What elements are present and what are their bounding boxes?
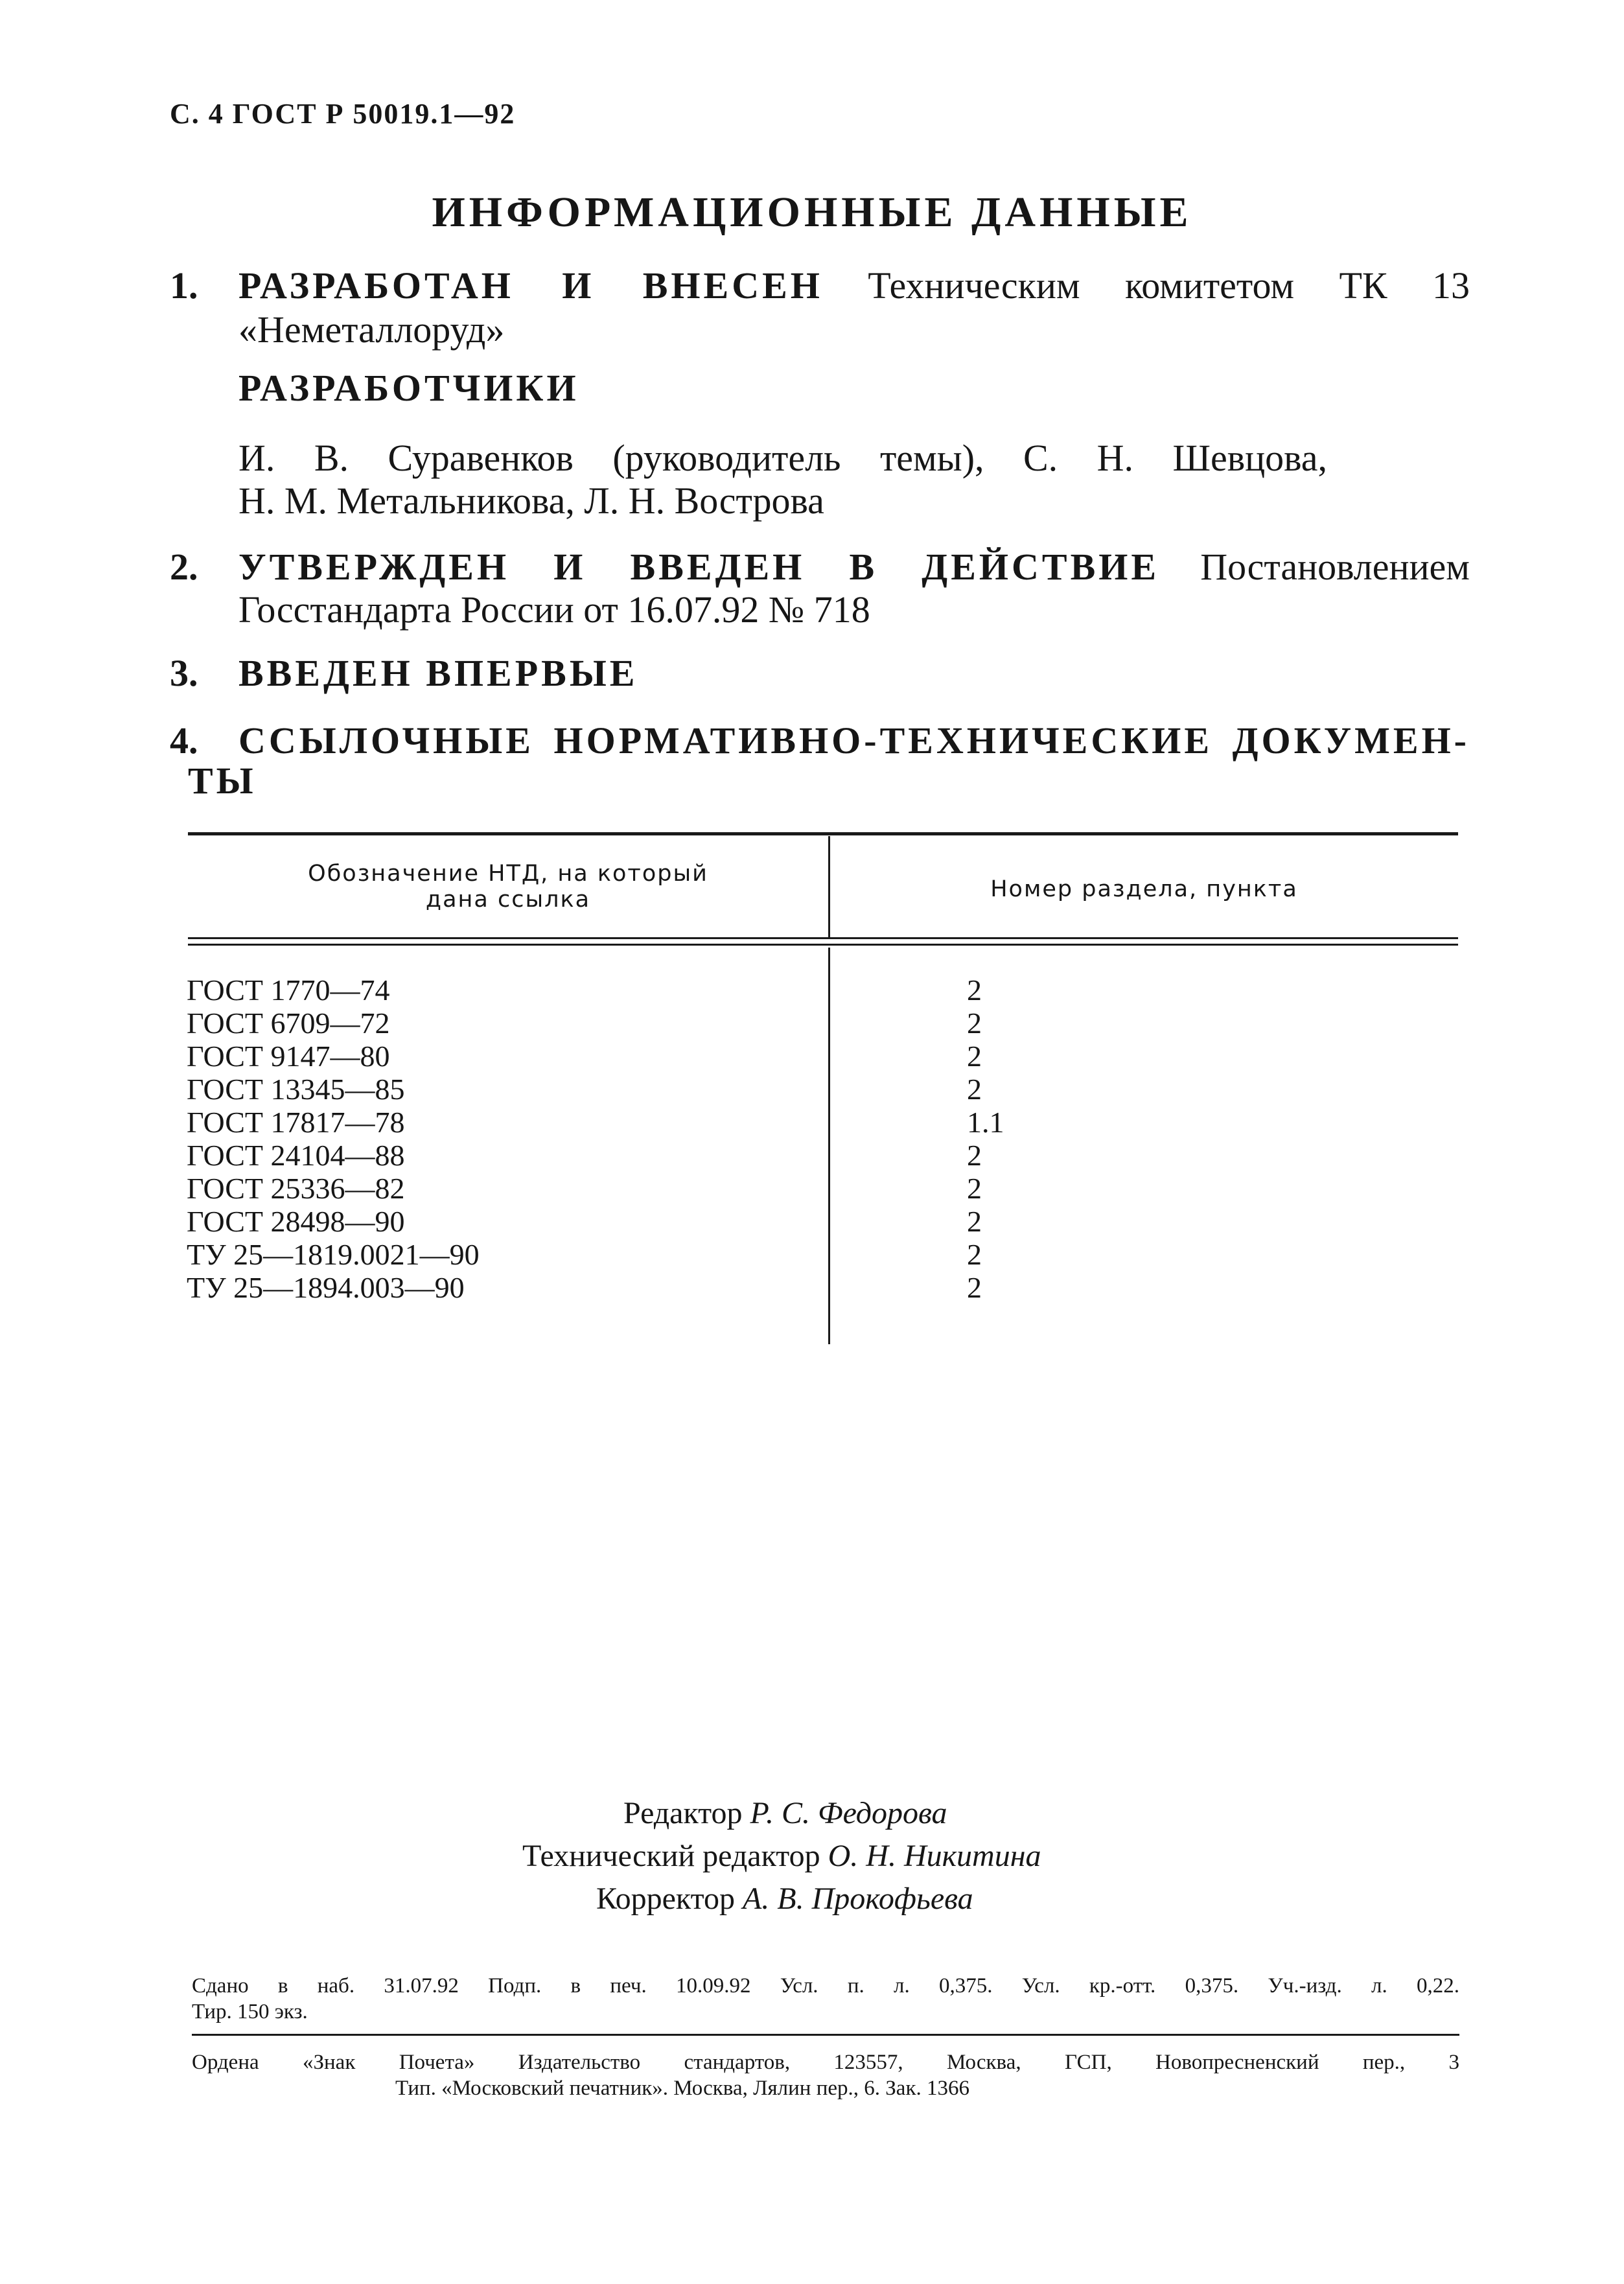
section-3-heading: ВВЕДЕН ВПЕРВЫЕ (238, 652, 638, 694)
table-cell-designation: ГОСТ 24104—88 (187, 1139, 405, 1172)
section-3-number: 3. (170, 652, 198, 694)
section-2-heading: УТВЕРЖДЕН И ВВЕДЕН В ДЕЙСТВИЕ (238, 546, 1160, 588)
section-1-line1 (238, 263, 1470, 309)
section-1-heading: РАЗРАБОТАН И ВНЕСЕН (238, 264, 823, 307)
editor-name: Р. С. Федорова (750, 1796, 947, 1830)
table-cell-section: 2 (967, 1205, 982, 1238)
table-header-rule-2 (188, 944, 1458, 946)
table-cell-designation: ТУ 25—1894.003—90 (187, 1271, 465, 1304)
table-cell-section: 2 (967, 1073, 982, 1106)
table-top-rule (188, 832, 1458, 835)
table-cell-designation: ГОСТ 13345—85 (187, 1073, 405, 1106)
table-cell-section: 2 (967, 973, 982, 1007)
table-cell-designation: ГОСТ 17817—78 (187, 1106, 405, 1139)
developers-heading: РАЗРАБОТЧИКИ (238, 367, 579, 409)
proofreader-name: А. В. Прокофьева (742, 1882, 973, 1916)
page-title: ИНФОРМАЦИОННЫЕ ДАННЫЕ (432, 189, 1192, 236)
table-cell-designation: ГОСТ 28498—90 (187, 1205, 405, 1238)
table-cell-section: 2 (967, 1238, 982, 1271)
table-header-designation-line2: дана ссылка (425, 887, 591, 913)
table-header-section: Номер раздела, пункта (990, 876, 1298, 902)
imprint-line2: Тир. 150 экз. (192, 2000, 308, 2023)
table-cell-designation: ГОСТ 9147—80 (187, 1040, 390, 1073)
table-cell-designation: ГОСТ 25336—82 (187, 1172, 405, 1205)
credit-tech-editor (522, 1835, 1041, 1877)
credit-proofreader (596, 1878, 973, 1920)
imprint-line4: Тип. «Московский печатник». Москва, Лялин пер., 6. Зак. 1366 (395, 2077, 969, 2100)
developers-line1: И. В. Суравенков (руководитель темы), С. Н. Шевцова, (238, 437, 1327, 479)
table-cell-designation: ТУ 25—1819.0021—90 (187, 1238, 480, 1271)
section-1-number: 1. (170, 264, 198, 307)
page-header: С. 4 ГОСТ Р 50019.1—92 (170, 98, 516, 130)
table-header-rule-1 (188, 937, 1458, 939)
section-2-line1 (238, 544, 1470, 590)
table-cell-section: 2 (967, 1007, 982, 1040)
developers-line2: Н. М. Метальникова, Л. Н. Вострова (238, 480, 824, 522)
table-cell-section: 2 (967, 1139, 982, 1172)
section-4-heading-line1: ССЫЛОЧНЫЕ НОРМАТИВНО-ТЕХНИЧЕСКИЕ ДОКУМЕН- (238, 719, 1470, 762)
section-2-number: 2. (170, 546, 198, 588)
editor-role: Редактор (623, 1796, 743, 1830)
section-2-line2: Госстандарта России от 16.07.92 № 718 (238, 588, 870, 631)
credit-editor (623, 1793, 947, 1834)
table-header-designation-line1: Обозначение НТД, на который (308, 861, 708, 887)
imprint-line1: Сдано в наб. 31.07.92 Подп. в печ. 10.09.92 Усл. п. л. 0,375. Усл. кр.-отт. 0,375. Уч.-изд. л. 0,22. (192, 1974, 1459, 1998)
tech-editor-role: Технический редактор (522, 1839, 820, 1873)
table-cell-section: 2 (967, 1040, 982, 1073)
table-header-designation (188, 861, 828, 913)
table-body-divider (828, 948, 830, 1344)
table-cell-section: 1.1 (967, 1106, 1004, 1139)
imprint-rule (192, 2034, 1459, 2036)
section-2-text: Постановлением (1200, 546, 1470, 588)
section-4-heading-line2: ТЫ (188, 760, 257, 802)
table-cell-designation: ГОСТ 6709—72 (187, 1007, 390, 1040)
table-cell-section: 2 (967, 1172, 982, 1205)
section-1-text: Техническим комитетом ТК 13 (868, 264, 1470, 307)
table-cell-designation: ГОСТ 1770—74 (187, 973, 390, 1007)
section-4-number: 4. (170, 719, 198, 762)
tech-editor-name: О. Н. Никитина (828, 1839, 1041, 1873)
section-1-line2: «Неметаллоруд» (238, 309, 505, 351)
table-cell-section: 2 (967, 1271, 982, 1304)
proofreader-role: Корректор (596, 1882, 735, 1916)
imprint-line3: Ордена «Знак Почета» Издательство стандартов, 123557, Москва, ГСП, Новопресненский пер., 3 (192, 2051, 1459, 2074)
